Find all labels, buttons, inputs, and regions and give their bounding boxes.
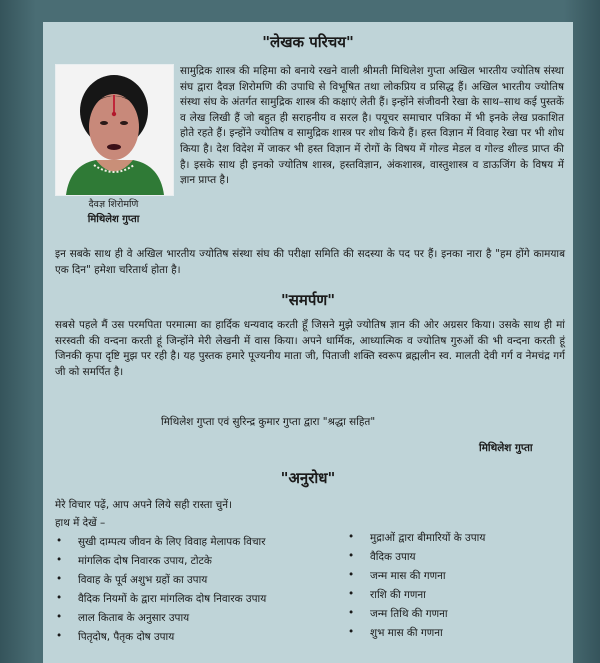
right-list-item: • शुभ मास की गणना <box>370 626 443 640</box>
left-list-item: • सुखी दाम्पत्य जीवन के लिए विवाह मेलापक विचार <box>78 535 266 549</box>
dedication-signature: मिथिलेश गुप्ता <box>479 442 533 454</box>
dedication-heading: "समर्पण" <box>280 291 336 309</box>
right-list-item: • वैदिक उपाय <box>370 550 416 564</box>
right-list-item: • जन्म तिथि की गणना <box>370 607 448 621</box>
left-list-item: • विवाह के पूर्व अशुभ ग्रहों का उपाय <box>78 573 207 587</box>
author-committee-paragraph: इन सबके साथ ही वे अखिल भारतीय ज्योतिष संस्था संघ की परीक्षा समिति की सदस्या के पद पर हैं। इनका नारा है "हम होंगे कामयाब एक दिन" हमेशा चरितार्थ होता है। <box>55 248 565 276</box>
author-photo <box>55 64 174 196</box>
request-intro-line: मेरे विचार पढ़ें, आप अपने लिये सही रास्ता चुनें। <box>55 499 232 511</box>
right-list-item: • मुद्राओं द्वारा बीमारियों के उपाय <box>370 531 485 545</box>
photo-caption-name: मिथिलेश गुप्ता <box>87 214 140 225</box>
request-heading: "अनुरोध" <box>280 469 336 487</box>
left-list-item: • लाल किताब के अनुसार उपाय <box>78 611 189 625</box>
dedication-paragraph: सबसे पहले मैं उस परमपिता परमात्मा का हार्दिक धन्यवाद करती हूँ जिसने मुझे ज्योतिष ज्ञान की ओर अग्रसर किया। उसके साथ ही मां सरस्वती की वन्दना करती हूं जिन्होंने मेरी लेखनी में वास किया। अपने धार्मिक, आध्यात्मिक व ज्योतिष गुरुओं की भी वन्दना करती हूं जिनकी कृपा दृष्टि मुझ पर रही है। यह पुस्तक हमारे पूज्यनीय माता जी, पिताजी शक्ति स्वरूप ब्रह्मलीन स्व. मालती देवी गर्ग व नेमचंद्र गर्ग जी को समर्पित है। <box>55 319 565 378</box>
right-list-item: • जन्म मास की गणना <box>370 569 446 583</box>
left-list-item: • वैदिक नियमों के द्वारा मांगलिक दोष निवारक उपाय <box>78 592 266 606</box>
left-list-item: • पितृदोष, पैतृक दोष उपाय <box>78 630 174 644</box>
content-panel <box>43 22 573 663</box>
left-list-item: • मांगलिक दोष निवारक उपाय, टोटके <box>78 554 212 568</box>
request-look-line: हाथ में देखें – <box>55 517 106 529</box>
author-bio-paragraph: सामुद्रिक शास्त्र की महिमा को बनाये रखने वाली श्रीमती मिथिलेश गुप्ता अखिल भारतीय ज्योतिष संस्था संघ द्वारा दैवज्ञ शिरोमणि की उपाधि से विभूषित तथा लोकप्रिय व प्रसिद्ध हैं। अखिल भारतीय ज्योतिष संस्था संघ के अंतर्गत सामुद्रिक शास्त्र की कक्षाएं लेती हैं। इन्होंने संजीवनी रेखा के साथ–साथ कई पुस्तकें व लेख लिखी हैं जो बहुत ही सराहनीय व सरल है। पयूचर समाचार पत्रिका में भी इनके लेख प्रकाशित होते रहते हैं। इन्होंने ज्योतिष व सामुद्रिक शास्त्र पर शोध किये हैं। हस्त विज्ञान में विवाह रेखा पर भी शोध किया है। देश विदेश में जाकर भी हस्त विज्ञान में रोगों के विषय में गोल्ड मेडल व गोल्ड शील्ड प्राप्त की है। इसके साथ ही इनको ज्योतिष शास्त्र, हस्तविज्ञान, अंकशास्त्र, वास्तुशास्त्र व डाऊजिंग के विषय में ज्ञान प्राप्त है। <box>180 65 564 187</box>
dedication-byline: मिथिलेश गुप्ता एवं सुरिन्द्र कुमार गुप्ता द्वारा "श्रद्धा सहित" <box>161 416 376 428</box>
photo-caption-title: दैवज्ञ शिरोमणि <box>88 199 139 210</box>
author-intro-heading: "लेखक परिचय" <box>262 33 354 51</box>
right-list-item: • राशि की गणना <box>370 588 426 602</box>
